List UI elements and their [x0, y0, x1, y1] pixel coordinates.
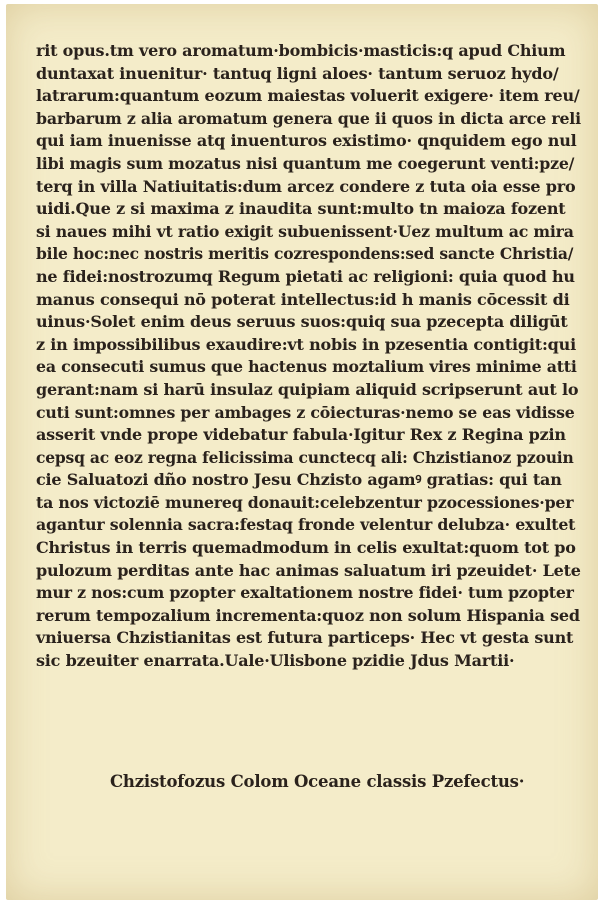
text-line: ne fidei:nostrozumq Regum pietati ac religioni: quia quod hu — [36, 266, 575, 286]
text-line: vniuersa Chzistianitas est futura particeps· Hec vt gesta sunt — [36, 628, 574, 648]
text-line: Christus in terris quemadmodum in celis exultat:quom tot po — [36, 538, 576, 558]
text-line: duntaxat inuenitur· tantuq ligni aloes· tantum seruoz hydo/ — [36, 63, 559, 83]
text-line: gerant:nam si harū insulaz quipiam aliquid scripserunt aut lo — [36, 379, 579, 399]
text-line: cepsq ac eoz regna felicissima cunctecq ali: Chzistianoz pzouin — [36, 447, 574, 467]
text-line: libi magis sum mozatus nisi quantum me coegerunt venti:pze/ — [36, 153, 575, 173]
text-line: terq in villa Natiuitatis:dum arcez condere z tuta oia esse pro — [36, 176, 576, 196]
text-line: cie Saluatozi dño nostro Jesu Chzisto agamꝰ gratias: qui tan — [36, 470, 562, 490]
signature-line: Chzistofozus Colom Oceane classis Pzefectus· — [110, 772, 525, 791]
text-line: si naues mihi vt ratio exigit subuenissent·Uez multum ac mira — [36, 221, 574, 241]
text-line: uidi.Que z si maxima z inaudita sunt:multo tn maioza fozent — [36, 199, 566, 219]
text-line: barbarum z alia aromatum genera que ii quos in dicta arce reli — [36, 108, 581, 128]
text-line: mur z nos:cum pzopter exaltationem nostre fidei· tum pzopter — [36, 583, 574, 603]
text-line: bile hoc:nec nostris meritis cozrespondens:sed sancte Christia/ — [36, 244, 574, 264]
text-line: latrarum:quantum eozum maiestas voluerit exigere· item reu/ — [36, 86, 580, 106]
text-line: asserit vnde prope videbatur fabula·Igitur Rex z Regina pzin — [36, 425, 566, 445]
text-line: uinus·Solet enim deus seruus suos:quiq sua pzecepta diligūt — [36, 312, 568, 332]
text-line: manus consequi nō poterat intellectus:id h manis cōcessit di — [36, 289, 570, 309]
text-line: rerum tempozalium incrementa:quoz non solum Hispania sed — [36, 605, 580, 625]
text-line: z in impossibilibus exaudire:vt nobis in pzesentia contigit:qui — [36, 334, 576, 354]
text-line: ea consecuti sumus que hactenus moztalium vires minime atti — [36, 357, 577, 377]
text-line: agantur solennia sacra:festaq fronde velentur delubza· exultet — [36, 515, 576, 535]
body-text — [36, 40, 581, 673]
text-line: pulozum perditas ante hac animas saluatum iri pzeuidet· Lete — [36, 560, 581, 580]
printed-page — [6, 4, 598, 900]
text-line: qui iam inuenisse atq inuenturos existimo· qnquidem ego nul — [36, 131, 577, 151]
text-line: cuti sunt:omnes per ambages z cōiecturas·nemo se eas vidisse — [36, 402, 575, 422]
text-line: rit opus.tm vero aromatum·bombicis·masticis:q apud Chium — [36, 41, 566, 60]
text-line: ta nos victoziē munereq donauit:celebzentur pzocessiones·per — [36, 492, 574, 512]
text-line: sic bzeuiter enarrata.Uale·Ulisbone pzidie Jdus Martii· — [36, 651, 515, 671]
